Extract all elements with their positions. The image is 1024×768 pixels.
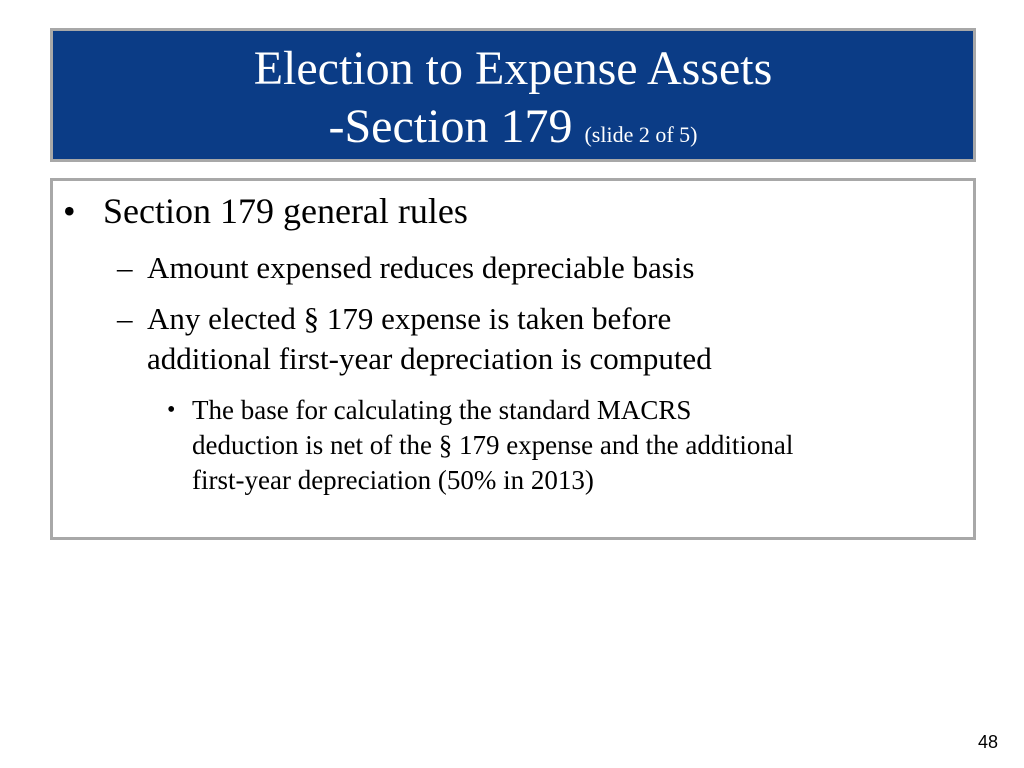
dash-item-2-line-2: additional first-year depreciation is computed bbox=[147, 341, 712, 376]
dash-item-2-line-1: Any elected § 179 expense is taken before bbox=[147, 301, 672, 336]
bullet-marker: • bbox=[63, 191, 76, 231]
dash-marker: – bbox=[117, 250, 133, 285]
main-bullet-text: Section 179 general rules bbox=[103, 191, 468, 231]
slide-title-banner bbox=[50, 28, 976, 162]
slide-title-subtitle: (slide 2 of 5) bbox=[584, 122, 698, 147]
slide-title-line-2 bbox=[53, 97, 973, 165]
sub-bullet-text bbox=[192, 393, 793, 498]
sub-bullet-line-1: The base for calculating the standard MACRS bbox=[192, 395, 692, 425]
sub-bullet-marker: • bbox=[167, 397, 176, 423]
dash-item-1-text: Amount expensed reduces depreciable basis bbox=[147, 250, 695, 285]
dash-marker: – bbox=[117, 301, 133, 336]
sub-bullet-line-2: deduction is net of the § 179 expense and the additional bbox=[192, 430, 794, 460]
slide-title-line-1: Election to Expense Assets bbox=[253, 42, 773, 95]
slide-content-box bbox=[50, 178, 976, 540]
sub-bullet-line-3: first-year depreciation (50% in 2013) bbox=[192, 465, 594, 495]
slide-number: 48 bbox=[978, 732, 999, 752]
dash-item-2-text bbox=[147, 299, 712, 379]
slide-title-section: -Section 179 bbox=[328, 100, 573, 153]
